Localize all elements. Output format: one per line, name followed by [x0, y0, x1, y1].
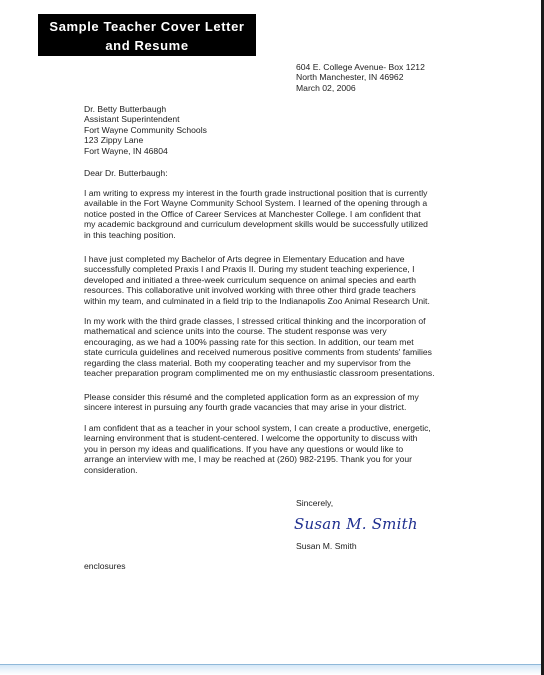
- letter-date: March 02, 2006: [296, 82, 356, 93]
- recipient-address: [84, 104, 344, 156]
- sender-street: 604 E. College Avenue- Box 1212: [296, 62, 425, 72]
- paragraph-line: notice posted in the Office of Career Services at Manchester College. I am confident that: [84, 208, 421, 219]
- sender-city: North Manchester, IN 46962: [296, 72, 404, 83]
- paragraph-line: I am writing to express my interest in the fourth grade instructional position that is currently: [84, 188, 428, 198]
- body-paragraph: [84, 254, 474, 306]
- recipient-title: Assistant Superintendent: [84, 114, 180, 125]
- sender-address: [296, 62, 526, 93]
- paragraph-line: mathematical and science units into the course. The student response was very: [84, 326, 387, 337]
- closing: Sincerely,: [296, 498, 334, 508]
- recipient-name: Dr. Betty Butterbaugh: [84, 104, 167, 114]
- paragraph-line: developed and initiated a three-week curriculum sequence on animal species and earth: [84, 274, 417, 285]
- paragraph-line: successfully completed Praxis I and Praxis II. During my student teaching experience, I: [84, 264, 415, 275]
- paragraph-line: in this teaching position.: [84, 229, 176, 240]
- signer-name: Susan M. Smith: [296, 541, 357, 551]
- salutation: Dear Dr. Butterbaugh:: [84, 168, 168, 178]
- paragraph-line: In my work with the third grade classes, I stressed critical thinking and the incorporation of: [84, 316, 426, 326]
- paragraph-line: consideration.: [84, 464, 138, 475]
- body-paragraph: [84, 392, 474, 413]
- recipient-street: 123 Zippy Lane: [84, 135, 144, 146]
- paragraph-line: I am confident that as a teacher in your school system, I can create a productive, energetic,: [84, 423, 431, 433]
- paragraph-line: my academic background and curriculum development skills would be successfully utilized: [84, 219, 428, 230]
- paragraph-line: you in person my ideas and qualifications. If you have any questions or would like to: [84, 443, 404, 454]
- banner-line-2: and Resume: [105, 38, 189, 53]
- enclosures-note: enclosures: [84, 561, 126, 571]
- body-paragraph: [84, 188, 474, 240]
- paragraph-line: state curricula guidelines and received numerous positive comments from students' families: [84, 347, 432, 358]
- handwritten-signature: Susan M. Smith: [294, 515, 418, 533]
- paragraph-line: arrange an interview with me, I may be reached at (260) 982-2195. Thank you for your: [84, 454, 413, 465]
- bottom-divider: [0, 664, 544, 665]
- paragraph-line: sincere interest in pursuing any fourth grade vacancies that may arise in your district.: [84, 402, 407, 413]
- paragraph-line: within my team, and culminated in a field trip to the Indianapolis Zoo Animal Research Unit.: [84, 295, 430, 306]
- body-paragraph: [84, 316, 474, 378]
- paragraph-line: I have just completed my Bachelor of Arts degree in Elementary Education and have: [84, 254, 405, 264]
- body-paragraph: [84, 423, 474, 475]
- recipient-org: Fort Wayne Community Schools: [84, 124, 207, 135]
- recipient-city: Fort Wayne, IN 46804: [84, 145, 168, 156]
- paragraph-line: resources. This collaborative unit involved working with three other third grade teachers: [84, 285, 416, 296]
- title-banner: [38, 14, 256, 56]
- paragraph-line: Please consider this résumé and the completed application form as an expression of my: [84, 392, 419, 402]
- paragraph-line: learning environment that is student-centered. I welcome the opportunity to discuss with: [84, 433, 418, 444]
- paragraph-line: teacher preparation program complimented me on my enthusiastic classroom presentations.: [84, 368, 435, 379]
- paragraph-line: regarding the class material. Both my cooperating teacher and my supervisor from the: [84, 357, 411, 368]
- bottom-band: [0, 664, 544, 675]
- paragraph-line: available in the Fort Wayne Community School System. I learned of the opening through a: [84, 198, 428, 209]
- paragraph-line: encouraging, as we had a 100% passing rate for this section. In addition, our team met: [84, 336, 414, 347]
- banner-line-1: Sample Teacher Cover Letter: [49, 19, 245, 34]
